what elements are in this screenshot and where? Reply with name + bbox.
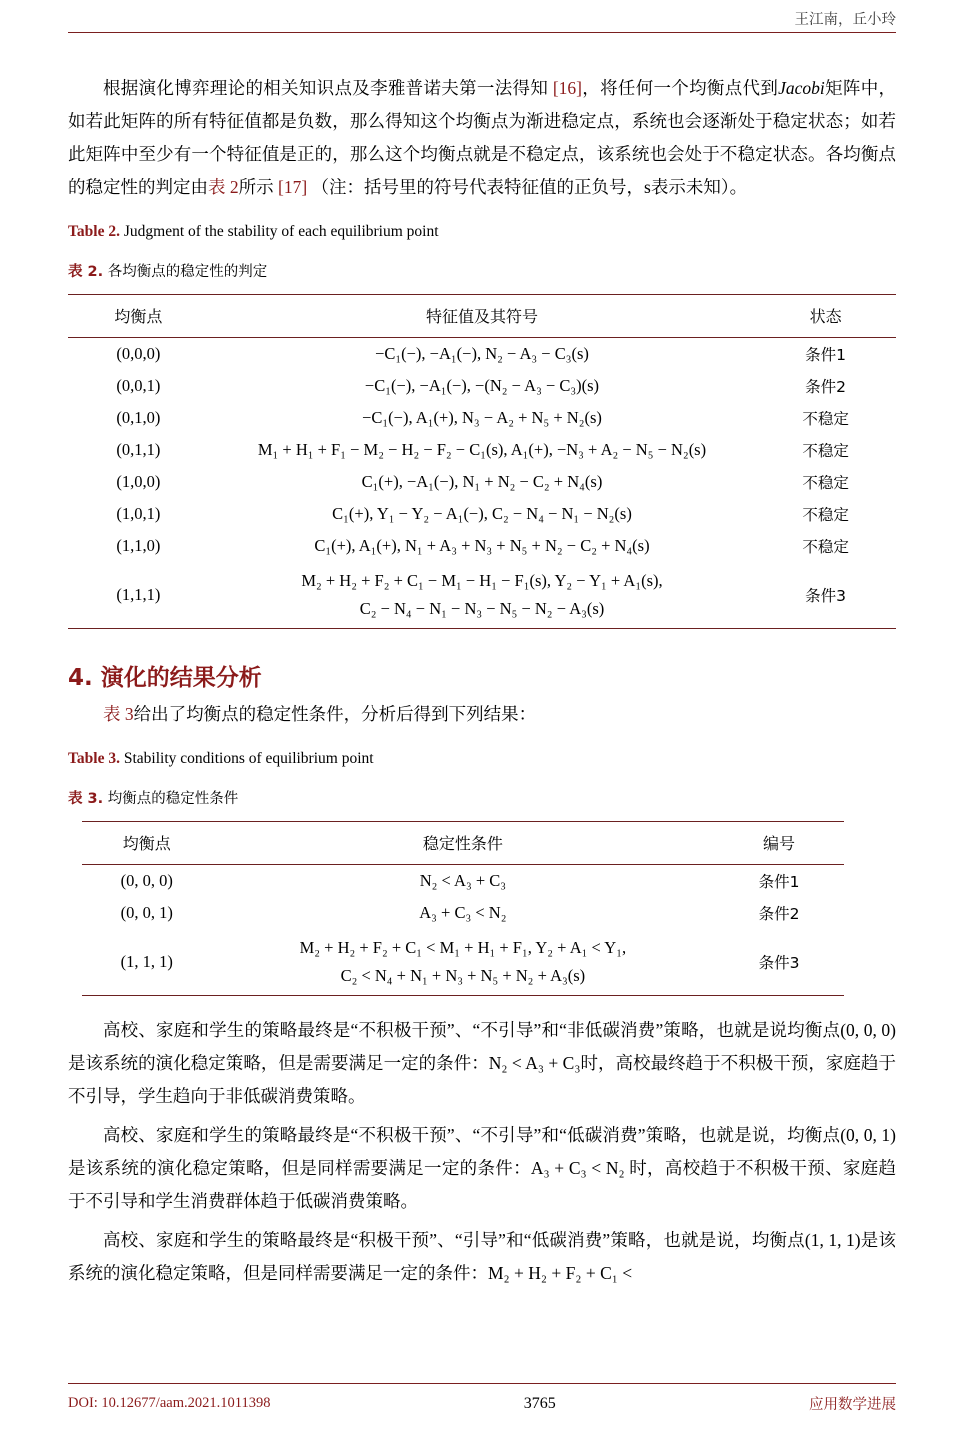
footer-rule <box>68 1383 896 1384</box>
table3-caption-zh-label: 表 3. <box>68 791 104 807</box>
table3-cell-number: 条件3 <box>714 929 844 996</box>
table2-caption-en-text: Judgment of the stability of each equilibrium point <box>123 223 439 240</box>
table2-cell-eigen: −C₁(−), −A₁(−), −(N₂ − A₃ − C₃)(s) <box>364 376 600 395</box>
table3-cell-condition: N₂ < A₃ + C₃ <box>211 865 714 898</box>
table2-cell-eigen: −C₁(−), A₁(+), N₃ − A₂ + N₅ + N₂(s) <box>362 408 602 427</box>
table3-cell-condition-line2: C₂ < N₄ + N₁ + N₃ + N₅ + N₂ + A₃(s) <box>340 966 586 985</box>
table3-xref[interactable]: 表 3 <box>103 704 134 724</box>
running-head: 王江南，丘小玲 <box>794 12 896 28</box>
table-row <box>68 402 896 434</box>
table-2 <box>68 294 896 629</box>
table-row <box>68 466 896 498</box>
table2-caption-zh-text: 各均衡点的稳定性的判定 <box>107 264 268 280</box>
table-3 <box>82 821 844 996</box>
table2-cell-point: (1,0,0) <box>116 472 161 491</box>
section-heading-4 <box>68 659 896 692</box>
table3-caption-en <box>68 747 896 771</box>
table-row <box>68 562 896 629</box>
table2-cell-state: 不稳定 <box>802 442 849 460</box>
table2-cell-state: 不稳定 <box>802 506 849 524</box>
table2-xref[interactable]: 表 2 <box>208 177 239 197</box>
table2-cell-point: (0,0,0) <box>68 338 209 371</box>
table2-cell-point: (1,1,0) <box>116 536 161 555</box>
table2-cell-point: (1,1,1) <box>68 562 209 629</box>
table2-cell-eigen: C₁(+), A₁(+), N₁ + A₃ + N₃ + N₅ + N₂ − C₂ + N₄(s) <box>314 536 650 555</box>
table3-cell-point: (0, 0, 0) <box>82 865 211 898</box>
table3-caption-en-text: Stability conditions of equilibrium point <box>123 750 374 767</box>
table3-cell-condition: A₃ + C₃ < N₂ <box>419 903 507 922</box>
table2-header-point: 均衡点 <box>68 295 209 338</box>
table2-cell-state: 不稳定 <box>802 410 849 428</box>
table2-caption-en <box>68 220 896 244</box>
table2-header-eigen: 特征值及其符号 <box>209 295 755 338</box>
table2-cell-state: 条件3 <box>755 562 896 629</box>
table-row <box>82 929 844 996</box>
paragraph-5: 高校、家庭和学生的策略最终是“积极干预”、“引导”和“低碳消费”策略，也就是说，均衡点(1, 1, 1)是该系统的演化稳定策略，但是同样需要满足一定的条件：M₂ + H₂ + F₂ + C₁ < <box>68 1230 896 1283</box>
table-row <box>82 865 844 898</box>
table-row <box>68 295 896 338</box>
table-row <box>68 370 896 402</box>
table2-cell-state: 不稳定 <box>802 538 849 556</box>
table-2-body <box>68 338 896 629</box>
table3-cell-point: (0, 0, 1) <box>120 903 173 922</box>
table2-cell-state: 条件2 <box>805 378 847 396</box>
table-row <box>82 822 844 865</box>
paragraph-2: 表 3给出了均衡点的稳定性条件，分析后得到下列结果： <box>103 704 537 724</box>
table2-cell-eigen: C₁(+), Y₁ − Y₂ − A₁(−), C₂ − N₄ − N₁ − N₂(s) <box>332 504 632 523</box>
header-rule <box>68 32 896 33</box>
table2-cell-eigen: M₁ + H₁ + F₁ − M₂ − H₂ − F₂ − C₁(s), A₁(+), −N₃ + A₂ − N₅ − N₂(s) <box>257 440 707 459</box>
page-number: 3765 <box>523 1394 556 1412</box>
paragraph-4: 高校、家庭和学生的策略最终是“不积极干预”、“不引导”和“低碳消费”策略，也就是说，均衡点(0, 0, 1)是该系统的演化稳定策略，但是同样需要满足一定的条件：A₃ + C₃ < N₂ 时，高校趋于不积极干预、家庭趋于不引导和学生消费群体趋于低碳消费策略。 <box>68 1125 896 1211</box>
table-3-head <box>82 822 844 865</box>
table2-header-state: 状态 <box>755 295 896 338</box>
table3-cell-number: 条件1 <box>714 865 844 898</box>
table3-caption-zh <box>68 787 896 811</box>
table2-cell-point: (1,0,1) <box>116 504 161 523</box>
table2-cell-eigen: C₁(+), −A₁(−), N₁ + N₂ − C₂ + N₄(s) <box>361 472 603 491</box>
table3-cell-condition-line1: M₂ + H₂ + F₂ + C₁ < M₁ + H₁ + F₁, Y₂ + A₁ < Y₁, <box>299 938 627 957</box>
table2-cell-state: 条件1 <box>755 338 896 371</box>
journal-name: 应用数学进展 <box>808 1397 896 1413</box>
paragraph-3: 高校、家庭和学生的策略最终是“不积极干预”、“不引导”和“非低碳消费”策略，也就是说均衡点(0, 0, 0)是该系统的演化稳定策略，但是需要满足一定的条件：N₂ < A₃ + C₃时，高校最终趋于不积极干预，家庭趋于不引导，学生趋向于非低碳消费策略。 <box>68 1020 896 1106</box>
table3-cell-condition <box>211 929 714 996</box>
table2-cell-point: (0,0,1) <box>116 376 161 395</box>
table2-cell-eigen-line1: M₂ + H₂ + F₂ + C₁ − M₁ − H₁ − F₁(s), Y₂ − Y₁ + A₁(s), <box>301 571 663 590</box>
table3-caption-zh-text: 均衡点的稳定性条件 <box>107 791 239 807</box>
table3-header-condition: 稳定性条件 <box>211 822 714 865</box>
table3-header-point: 均衡点 <box>82 822 211 865</box>
table3-cell-number: 条件2 <box>758 905 800 923</box>
table3-header-number: 编号 <box>714 822 844 865</box>
citation-17[interactable]: [17] <box>278 177 308 197</box>
table2-cell-eigen <box>209 562 755 629</box>
page-content <box>68 72 896 1292</box>
table2-caption-zh-label: 表 2. <box>68 264 104 280</box>
table2-cell-eigen-line2: C₂ − N₄ − N₁ − N₃ − N₅ − N₂ − A₃(s) <box>359 599 605 618</box>
page-footer <box>68 1393 896 1414</box>
table2-cell-state: 不稳定 <box>802 474 849 492</box>
section-number: 4. <box>68 665 93 691</box>
citation-16[interactable]: [16] <box>552 78 582 98</box>
table2-caption-en-label: Table 2. <box>68 223 120 240</box>
table-3-body <box>82 865 844 996</box>
table-row <box>68 498 896 530</box>
table-row <box>82 897 844 929</box>
table2-cell-point: (0,1,1) <box>116 440 161 459</box>
table-row <box>68 338 896 371</box>
doi-text[interactable]: DOI: 10.12677/aam.2021.1011398 <box>68 1395 271 1411</box>
table-row <box>68 530 896 562</box>
table3-caption-en-label: Table 3. <box>68 750 120 767</box>
table-row <box>68 434 896 466</box>
section-title: 演化的结果分析 <box>100 665 262 691</box>
table3-cell-point: (1, 1, 1) <box>82 929 211 996</box>
table-2-head <box>68 295 896 338</box>
table2-caption-zh <box>68 260 896 284</box>
table2-cell-eigen: −C₁(−), −A₁(−), N₂ − A₃ − C₃(s) <box>209 338 755 371</box>
table2-cell-point: (0,1,0) <box>116 408 161 427</box>
paragraph-1: 根据演化博弈理论的相关知识点及李雅普诺夫第一法得知 [16]，将任何一个均衡点代到Jacobi矩阵中，如若此矩阵的所有特征值都是负数，那么得知这个均衡点为渐进稳定点，系统也会逐渐处于稳定状态；如若此矩阵中至少有一个特征值是正的，那么这个均衡点就是不稳定点，该系统也会处于不稳定状态。各均衡点的稳定性的判定由表 2所示 [17] （注：括号里的符号代表特征值的正负号，s表示未知）。 <box>68 78 897 197</box>
